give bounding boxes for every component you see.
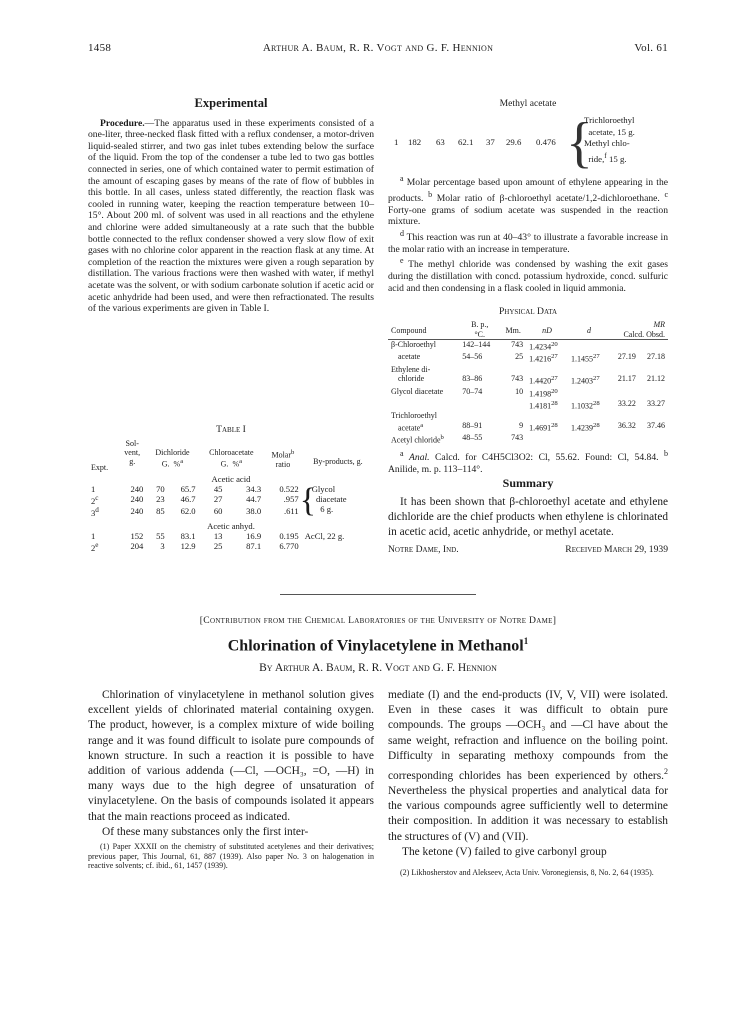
h-chloroacetate: Chloroacetate G. %$^a$ (209, 448, 254, 469)
article-paragraph: The ketone (V) failed to give carbonyl group (402, 845, 607, 858)
h-expt: Expt. (91, 463, 109, 472)
page-number: 1458 (88, 42, 112, 54)
section-divider (280, 594, 476, 595)
table-1-grid (88, 439, 374, 553)
physical-data-notes: $^a$ Anal. Calcd. for C4H5Cl3O2: Cl, 55.62. Found: Cl, 54.84. $^b$ Anilide, m. p. 113–114°. (388, 449, 668, 475)
article-paragraph: Of these many substances only the first inter- (102, 825, 309, 838)
article-left-column (88, 688, 374, 871)
h-solvent: Sol- vent, g. (124, 439, 141, 466)
place: Notre Dame, Ind. (388, 543, 459, 555)
footnote-2: (2) Likhosherstov and Alekseev, Acta Univ. Voronegiensis, 8, No. 2, 64 (1935). (400, 868, 654, 878)
byproduct-methyl-acetate: Trichloroethyl acetate, 15 g. Methyl chlo- ride,$^f$ 15 g. (584, 115, 635, 164)
procedure-text: —The apparatus used in these experiments consisted of a one-liter, three-necked flask fitted with a reflux condenser, a motor-driven liquid-sealed stirrer, and two gas inlet tubes extending below the surface of the liquid. From the top of the condenser a tube led to two gas bottles connected in series, one of which contained water to permit estimation of the amount of escaping gases by means of the rate of flow of bubbles in this bottle. In all cases, unless stated differently, the reaction flask was cooled in running water, keeping the reaction temperature between 10–15°. About 200 ml. of solvent was used in all reactions and the ethylene and chlorine were added simultaneously at a rate such that the bubble bottle connected to the reflux condenser showed a very slow flow of exit gases with no chlorine color apparent in the reaction flask at any time. At completion of the reaction the mixtures were given a rough separation by distillation. The various fractions were then washed with water, if methyl acetate was the solvent, or with sodium carbonate solution if acetic acid or acetic anhydride had been used, and were then refractionated. The results of the various experiments are given in Table I. (88, 117, 374, 315)
table-row: Trichloroethyl (391, 411, 437, 421)
table-1-notes (388, 173, 668, 294)
table-row: 1.4181$^{28}$ 1.1032$^{28}$ 33.22 33.27 (529, 398, 665, 411)
contribution-line: [Contribution from the Chemical Laboratories of the University of Notre Dame] (199, 615, 557, 626)
table-row: 1 152 55 83.1 13 16.9 0.195 AcCl, 22 g. (91, 530, 345, 541)
volume-label: Vol. 61 (634, 42, 668, 54)
table-note: $^d$ This reaction was run at 40–43° to illustrate a favorable increase in the molar ratio with an increase in temperature. (388, 228, 668, 255)
byproduct-cell: { Glycol diacetate 6 g. (299, 482, 347, 519)
article-paragraph: Chlorination of vinylacetylene in methanol solution gives excellent yields of chlorinated material containing oxygen. The product, however, is a complex mixture of wide boiling range and it was found difficult to isolate pure compounds of known structure. In such a reaction it is possible to have addition of various addenda (—Cl, —OCH₃, =O, —H) in many ways due to the high degree of unsaturation of vinylacetylene. On the basis of compounds isolated it appears that the main reactions proceed as indicated. (88, 689, 374, 823)
table-row: β-Chloroethyl 142–144 743 1.4234$^{20}$ (391, 340, 558, 352)
article-title: Chlorination of Vinylacetylene in Methanol$^1$ (227, 636, 529, 655)
section-methyl-acetate: Methyl acetate (499, 98, 557, 109)
article-paragraph: mediate (I) and the end-products (IV, V, VII) were isolated. Even in these cases it was difficult to obtain pure compounds. The groups —OCH₃ and —Cl have about the same weight, refraction and influence on the boiling point. Difficulty in separating methoxy compounds from the corresponding chlorides has been experienced by others.$^2$ Nevertheless the physical properties and analytical data for the various compounds agree sufficiently well to determine their composition. In addition it was necessary to establish the structures of (V) and (VII). (388, 689, 668, 843)
experimental-heading: Experimental (194, 96, 268, 110)
table-row: Ethylene di- (391, 364, 431, 374)
table-1-continued (388, 98, 668, 294)
h-molar: Molar$^b$ ratio (271, 449, 295, 469)
table-1-title: Table I (216, 424, 246, 435)
table-row: Glycol diacetate 70–74 10 1.4198$^{20}$ (391, 386, 558, 399)
h-byproducts: By-products, g. (313, 457, 363, 466)
table-row: 2e 204 3 12.9 25 87.1 6.770 (91, 540, 299, 553)
physical-data-table (388, 306, 668, 476)
table-row: 3$^d$ 240 85 62.0 60 38.0 .611 (91, 505, 299, 518)
table-1 (88, 424, 374, 553)
physical-data-grid (388, 320, 668, 445)
header-authors: Arthur A. Baum, R. R. Vogt and G. F. Hennion (262, 42, 494, 54)
section-acetic-acid: Acetic acid (211, 474, 251, 484)
table-row: acetate$^a$ 88–91 9 1.4691$^{28}$ 1.4239$^{28}$ 36.32 37.46 (398, 420, 665, 433)
table-note: $^a$ Molar percentage based upon amount of ethylene appearing in the products. $^b$ Molar ratio of β-chloroethyl acetate/1,2-dichloroethane. $^c$ Forty-one grams of sodium acetate was suspended in the reaction mixture. (388, 174, 669, 228)
article-right-column (388, 688, 668, 878)
summary-section (388, 476, 668, 558)
table-note: $^e$ The methyl chloride was condensed by washing the exit gases during the distillation with concd. potassium hydroxide, concd. sulfuric acid and then condensing in a flask cooled in liquid ammonia. (388, 256, 668, 294)
table-row: chloride 83–86 743 1.4420$^{27}$ 1.2403$^{27}$ 21.17 21.12 (398, 374, 665, 386)
summary-heading: Summary (502, 476, 554, 490)
physical-data-title: Physical Data (498, 306, 558, 317)
experimental-paragraph (88, 118, 374, 315)
table-row: 2$^c$ 240 23 46.7 27 44.7 .957 (91, 494, 299, 506)
procedure-lead: Procedure. (100, 117, 145, 129)
table-row: Acetyl chloride$^b$ 48–55 743 (391, 432, 524, 445)
byline: By Arthur A. Baum, R. R. Vogt and G. F. Hennion (259, 662, 497, 674)
experimental-section (88, 98, 374, 315)
section-acetic-anhyd: Acetic anhyd. (207, 520, 255, 531)
h-dichloride: Dichloride G. %$^a$ (155, 448, 190, 469)
physical-data-header: Compound B. p., °C. Mm. nD d MR Calcd. Obsd. (391, 320, 665, 339)
table-row: acetate 54–56 25 1.4216$^{27}$ 1.1455$^{27}$ 27.19 27.18 (398, 352, 665, 365)
received-date: Received March 29, 1939 (565, 543, 668, 555)
table-row: 1 182 63 62.1 37 29.6 0.476 { Trichloroethyl acetate, 15 g. Methyl chlo- ride,$^f$ 15 g. (394, 112, 635, 174)
footnote-1: (1) Paper XXXII on the chemistry of substituted acetylenes and their derivatives; previous paper, This Journal, 61, 887 (1939). Also paper No. 3 on halogenation in reactive solvents; cf. ibid., 61, 1457 (1939). (88, 842, 374, 871)
table-1-header (88, 439, 374, 472)
table-row: 1 240 70 65.7 45 34.3 0.522 { Glycol diacetate 6 g. (88, 484, 374, 494)
summary-text: It has been shown that β-chloroethyl acetate and ethylene dichloride are the chief products when ethylene is chlorinated in acetic acid, acetic anhydride, or methyl acetate. (388, 496, 668, 539)
